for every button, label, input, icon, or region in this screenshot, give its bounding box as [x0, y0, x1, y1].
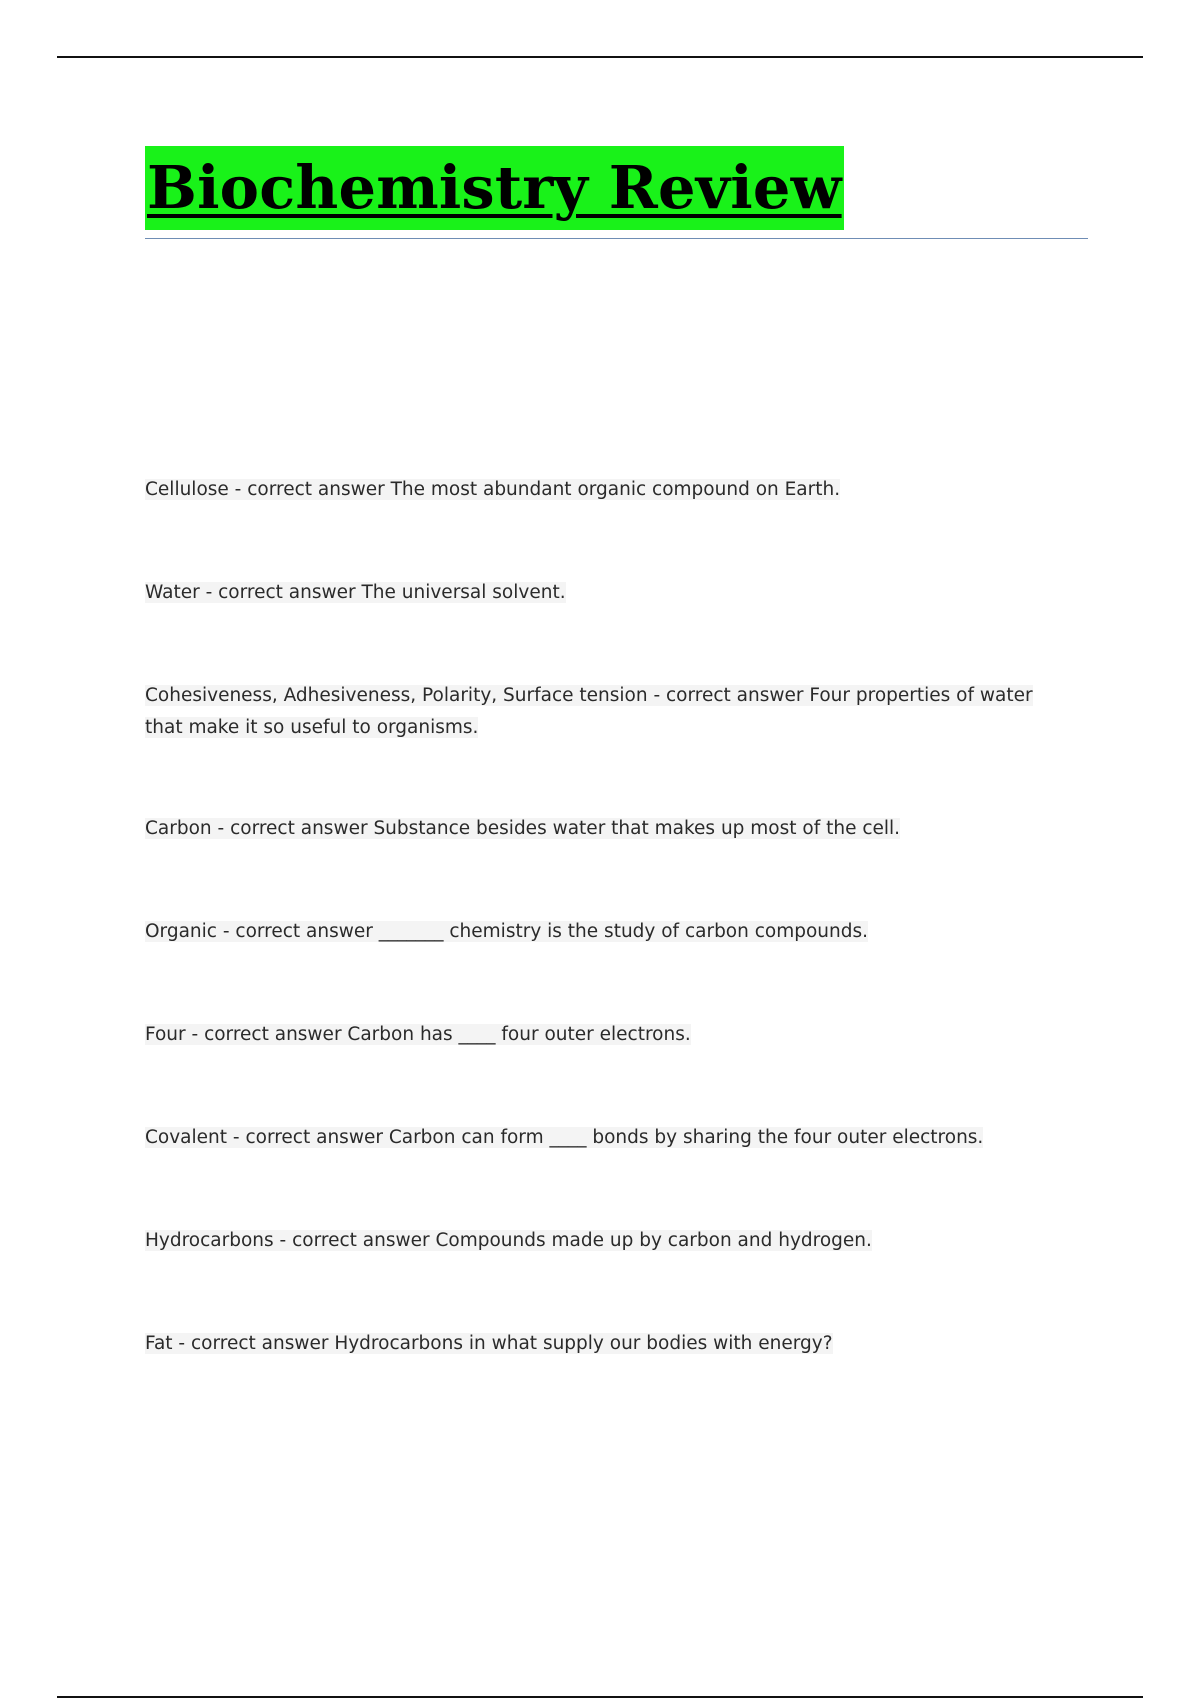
qa-entry-water [145, 577, 1075, 609]
qa-entry-four [145, 1019, 1075, 1051]
qa-entry-text: Four - correct answer Carbon has ____ four outer electrons. [145, 1024, 691, 1045]
qa-entry-organic [145, 916, 1075, 948]
qa-entry-water-properties [145, 680, 1075, 744]
qa-entry-text: Organic - correct answer _______ chemistry is the study of carbon compounds. [145, 921, 869, 942]
title-container [145, 146, 844, 230]
qa-entry-hydrocarbons [145, 1225, 1075, 1257]
page-bottom-rule [57, 1696, 1143, 1698]
qa-entry-cellulose [145, 474, 1075, 506]
title-underline-rule [145, 238, 1088, 239]
qa-entry-covalent [145, 1122, 1075, 1154]
qa-entry-text: Carbon - correct answer Substance besides water that makes up most of the cell. [145, 818, 901, 839]
page-top-rule [57, 56, 1143, 58]
qa-entry-text: Cellulose - correct answer The most abundant organic compound on Earth. [145, 479, 841, 500]
qa-entry-fat [145, 1328, 1075, 1360]
qa-entry-text: Water - correct answer The universal solvent. [145, 582, 566, 603]
qa-entry-text: Hydrocarbons - correct answer Compounds made up by carbon and hydrogen. [145, 1230, 872, 1251]
qa-entry-text: Cohesiveness, Adhesiveness, Polarity, Surface tension - correct answer Four properties of water that make it so useful to organisms. [145, 685, 1033, 738]
qa-entry-text: Covalent - correct answer Carbon can form ____ bonds by sharing the four outer electrons. [145, 1127, 984, 1148]
qa-entry-text: Fat - correct answer Hydrocarbons in what supply our bodies with energy? [145, 1333, 833, 1354]
page-title: Biochemistry Review [145, 146, 844, 230]
qa-entry-carbon [145, 813, 1075, 845]
